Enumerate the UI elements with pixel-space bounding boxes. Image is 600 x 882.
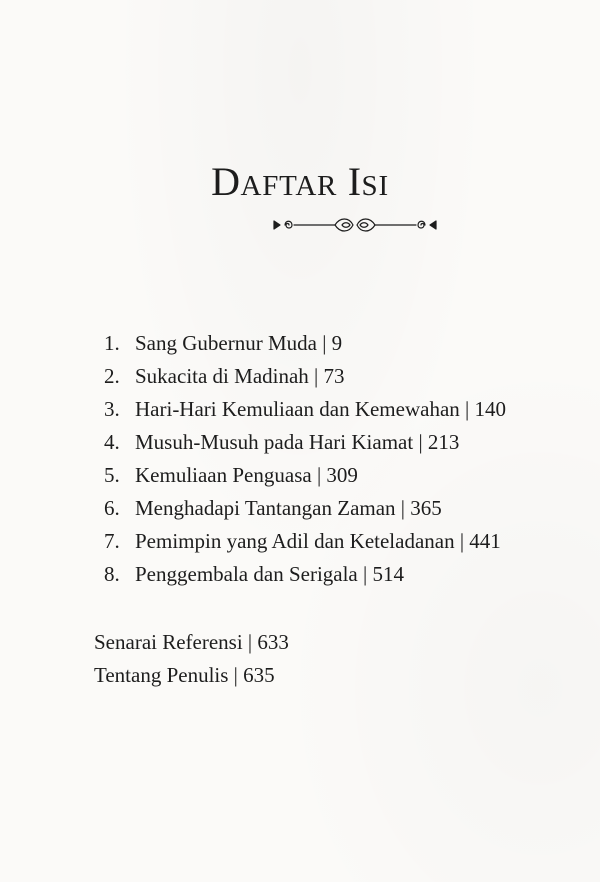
toc-number: 2. xyxy=(104,364,120,388)
toc-title: Menghadapi Tantangan Zaman | 365 xyxy=(135,496,442,520)
toc-title: Musuh-Musuh pada Hari Kiamat | 213 xyxy=(135,430,460,454)
toc-item-2 xyxy=(104,362,574,395)
toc-item-5 xyxy=(104,461,574,494)
title-initial-d: D xyxy=(211,159,241,204)
toc-item-3 xyxy=(104,395,574,428)
title-small-caps-si: SI xyxy=(361,170,389,202)
toc-item-4 xyxy=(104,428,574,461)
toc-number: 5. xyxy=(104,463,120,487)
toc-number: 4. xyxy=(104,430,120,454)
appendix-item-references: Senarai Referensi | 633 xyxy=(94,630,289,654)
toc-title: Kemuliaan Penguasa | 309 xyxy=(135,463,358,487)
toc-title: Hari-Hari Kemuliaan dan Kemewahan | 140 xyxy=(135,397,506,421)
toc-number: 3. xyxy=(104,397,120,421)
toc-item-8 xyxy=(104,560,574,593)
toc-number: 8. xyxy=(104,562,120,586)
table-of-contents xyxy=(104,329,574,593)
toc-item-7 xyxy=(104,527,574,560)
toc-item-1 xyxy=(104,329,574,362)
toc-title: Penggembala dan Serigala | 514 xyxy=(135,562,404,586)
toc-number: 6. xyxy=(104,496,120,520)
title-small-caps-aftar: AFTAR xyxy=(240,170,338,202)
toc-title: Pemimpin yang Adil dan Keteladanan | 441 xyxy=(135,529,501,553)
toc-number: 7. xyxy=(104,529,120,553)
appendix-list xyxy=(94,628,394,694)
page-title xyxy=(0,159,600,204)
toc-number: 1. xyxy=(104,331,120,355)
title-initial-i: I xyxy=(347,159,362,204)
toc-item-6 xyxy=(104,494,574,527)
decorative-divider-icon xyxy=(272,213,438,237)
toc-title: Sukacita di Madinah | 73 xyxy=(135,364,345,388)
toc-title: Sang Gubernur Muda | 9 xyxy=(135,331,343,355)
appendix-item-author: Tentang Penulis | 635 xyxy=(94,663,275,687)
title-space xyxy=(337,159,348,204)
